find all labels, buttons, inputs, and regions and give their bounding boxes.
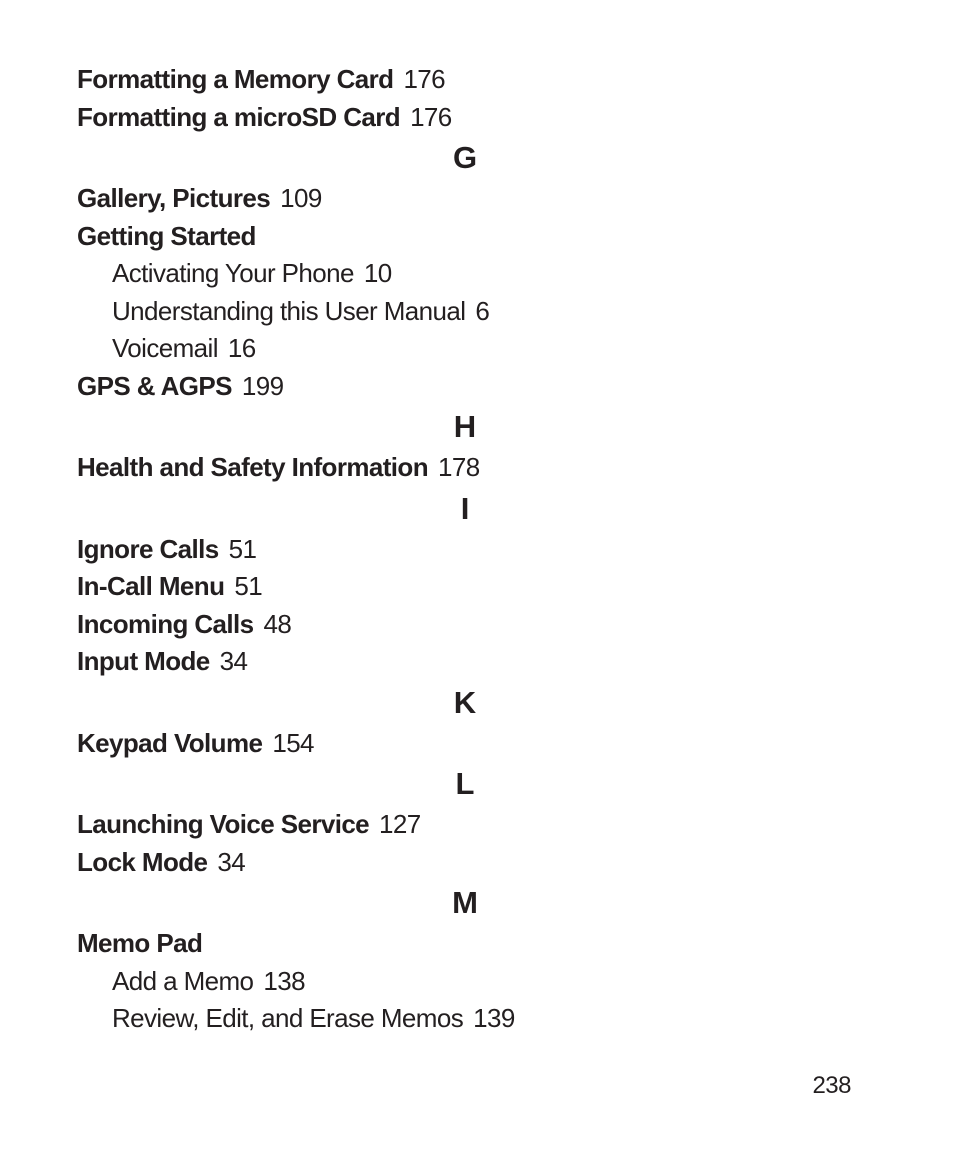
index-subentry [77,293,857,331]
section-letter: G [452,140,478,175]
index-page-ref[interactable]: 127 [379,809,421,839]
index-page-ref[interactable]: 178 [437,452,480,482]
section-letter: L [455,766,475,801]
index-term: In-Call Menu [77,571,225,601]
index-page-ref[interactable]: 48 [263,608,292,639]
index-subentry [77,963,857,1001]
index-entry [77,725,857,763]
index-entry [77,449,857,487]
index-entry [77,844,857,882]
index-entry [77,925,857,963]
index-page-ref[interactable]: 139 [473,1003,515,1033]
index-term: Launching Voice Service [77,809,370,839]
index-page-ref[interactable]: 51 [234,571,263,601]
section-letter: K [453,684,477,720]
index-term: Keypad Volume [77,727,263,758]
index-page-ref[interactable]: 109 [280,183,322,213]
index-list [77,61,857,1038]
index-entry [77,61,857,99]
index-page-ref[interactable]: 16 [227,333,256,363]
index-entry [77,531,857,569]
index-term: Formatting a Memory Card [77,64,394,94]
index-term: Activating Your Phone [112,258,354,288]
index-entry [77,368,857,406]
index-page-ref[interactable]: 10 [363,258,392,288]
index-term: Voicemail [112,333,218,363]
section-letter: M [452,885,478,920]
index-subentry [77,330,857,368]
index-entry [77,99,857,137]
index-term: Formatting a microSD Card [77,101,401,132]
index-page-ref[interactable]: 34 [219,646,248,676]
page-number: 238 [812,1072,851,1099]
index-page-ref[interactable]: 6 [475,295,490,326]
index-term: Add a Memo [112,965,254,996]
index-subentry [77,255,857,293]
index-term: Incoming Calls [77,608,254,639]
section-letter: I [460,490,470,526]
index-entry [77,606,857,644]
index-entry [77,568,857,606]
index-term: Input Mode [77,646,210,676]
index-page-ref[interactable]: 51 [228,533,257,564]
index-entry [77,806,857,844]
index-term: Memo Pad [77,928,203,958]
index-term: Understanding this User Manual [112,295,466,326]
index-page-ref[interactable]: 138 [263,965,305,996]
index-term: Ignore Calls [77,533,219,564]
index-page-ref[interactable]: 154 [272,727,314,758]
index-page-ref[interactable]: 199 [241,370,284,401]
index-term: Health and Safety Information [77,452,428,482]
index-subentry [77,1000,857,1038]
index-entry [77,180,857,218]
index-term: Gallery, Pictures [77,183,271,213]
index-entry [77,218,857,256]
index-entry [77,643,857,681]
section-letter: H [453,409,477,444]
index-term: Lock Mode [77,846,208,877]
index-term: Getting Started [77,220,256,251]
index-term: Review, Edit, and Erase Memos [112,1003,464,1033]
index-term: GPS & AGPS [77,370,232,401]
index-page-ref[interactable]: 176 [403,64,446,94]
index-page-ref[interactable]: 34 [217,846,246,877]
index-page-ref[interactable]: 176 [410,101,452,132]
